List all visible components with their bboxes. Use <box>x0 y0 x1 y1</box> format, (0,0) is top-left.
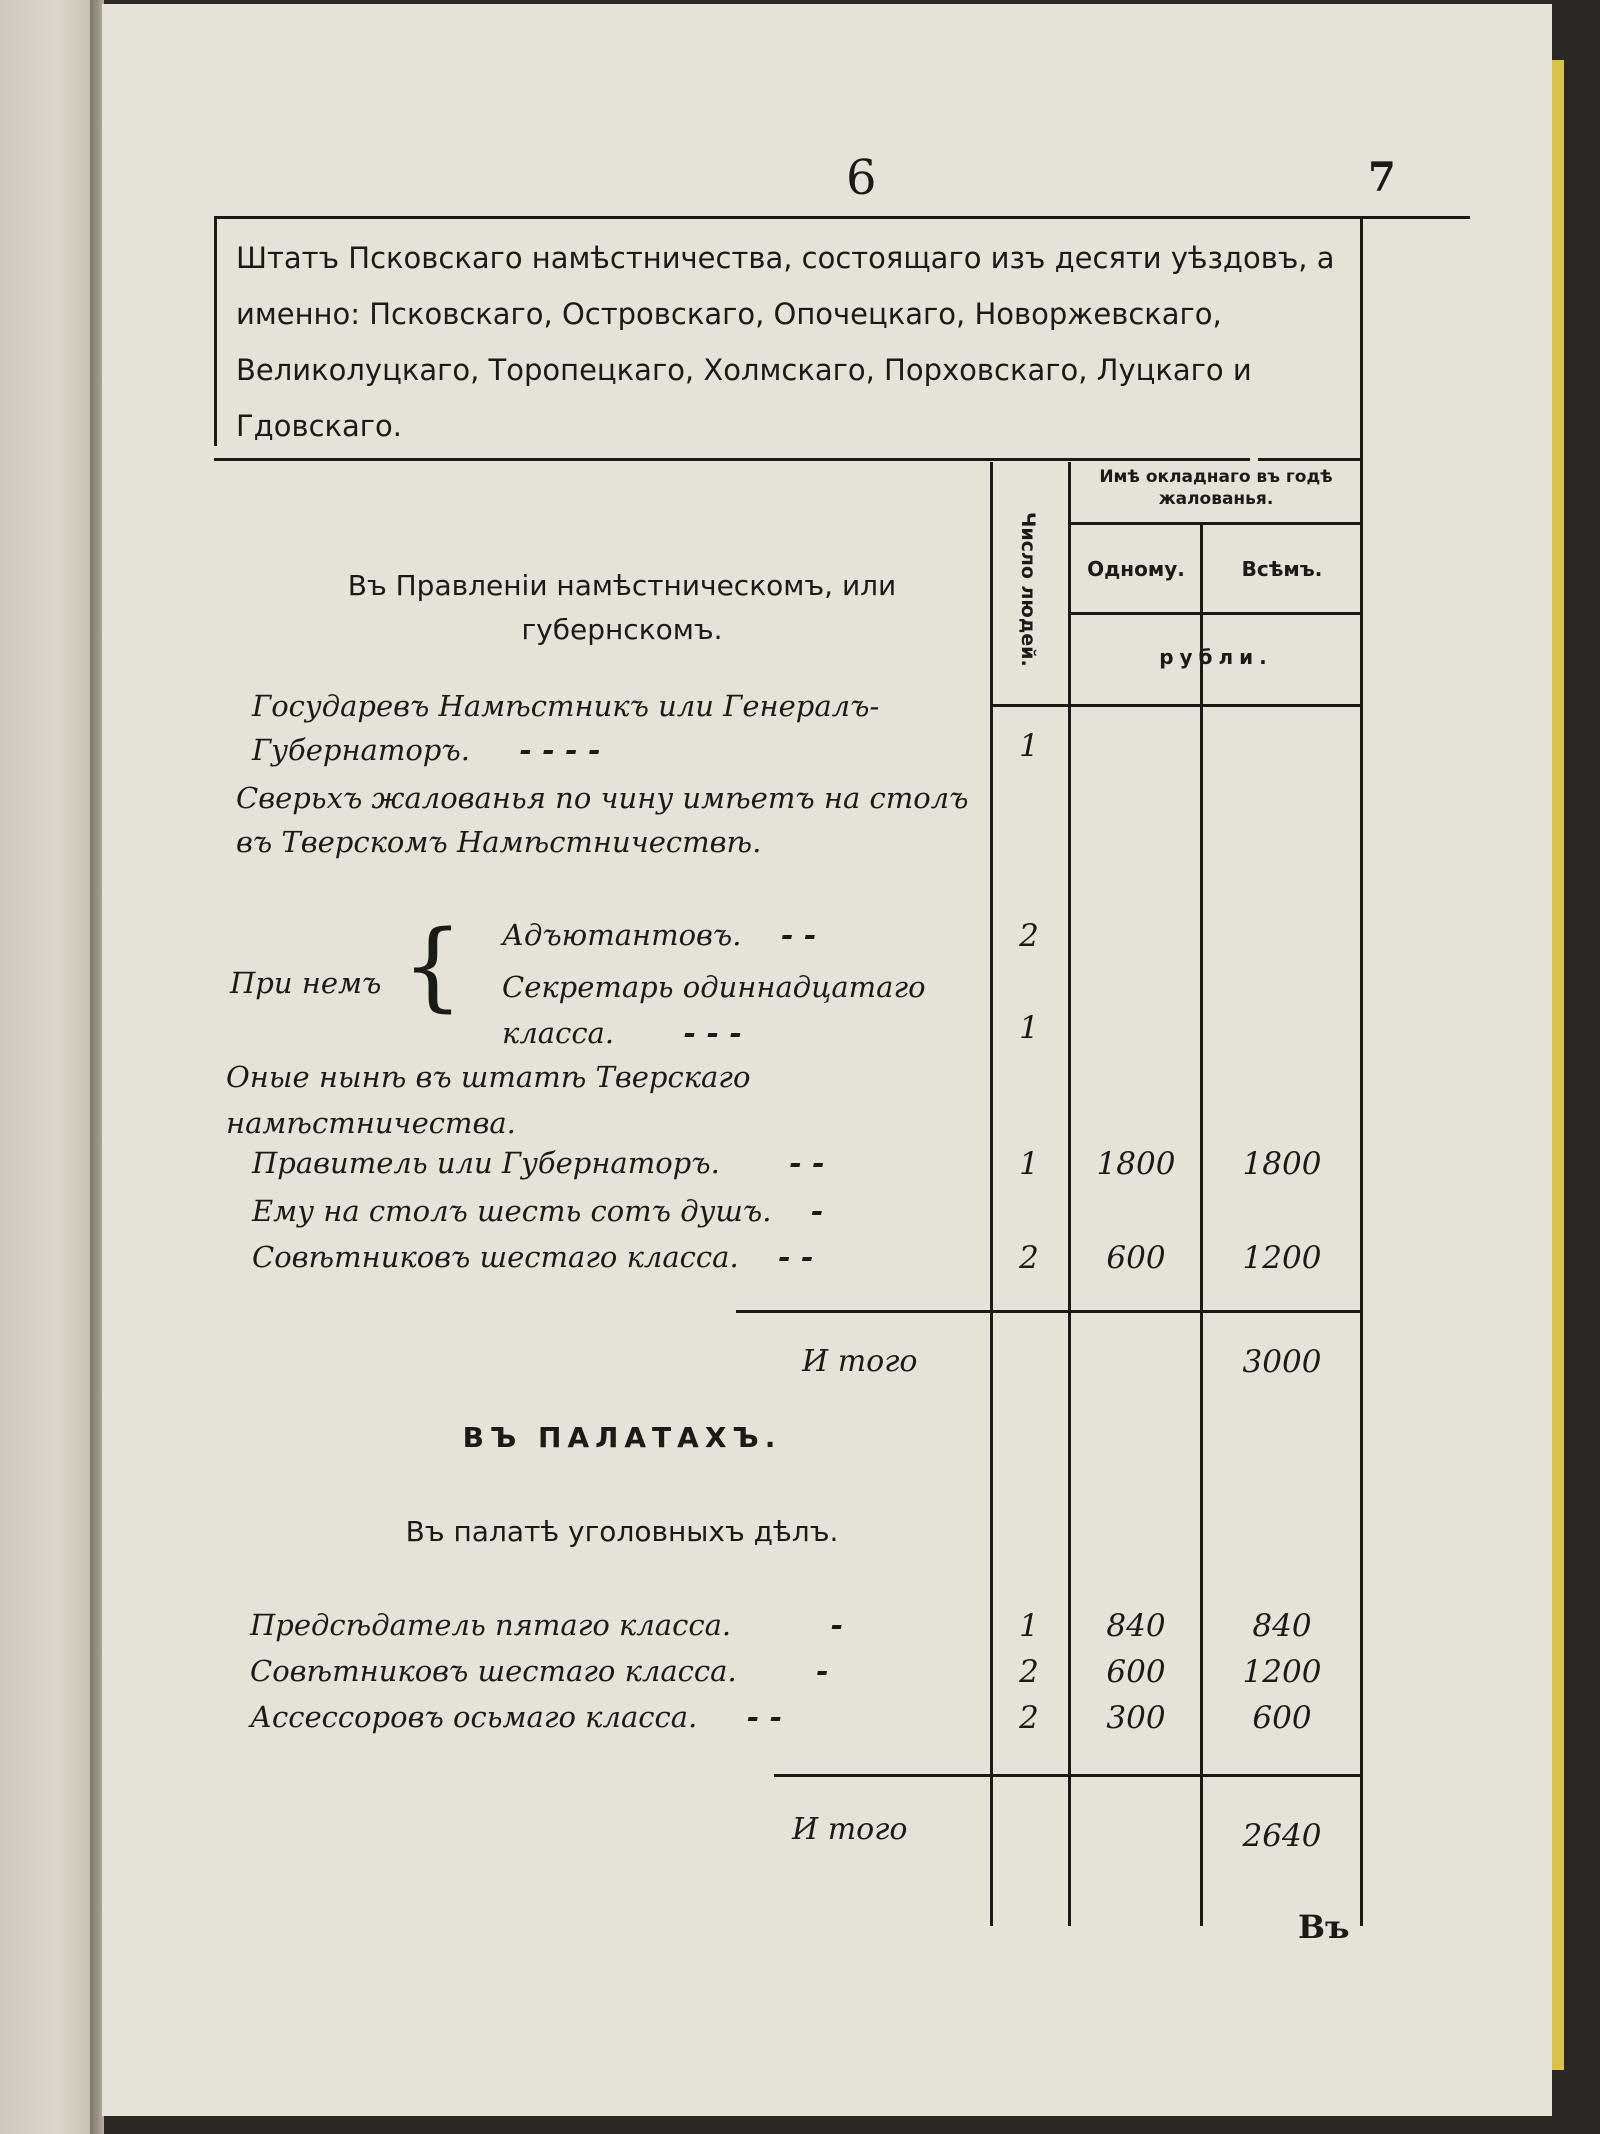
col-count-left <box>990 462 993 1926</box>
row-councillors <box>252 1240 813 1275</box>
row-assessors-all: 600 <box>1252 1700 1312 1736</box>
row-governor-all: 1800 <box>1242 1146 1322 1182</box>
row-governor-count: 1 <box>1019 1146 1039 1182</box>
row-chamber-councillors <box>250 1654 828 1689</box>
row-souls-text: Ему на столъ шесть сотъ душъ. <box>252 1194 772 1228</box>
header-salary-text: Имѣ окладнаго въ годѣ жалованья. <box>1099 467 1333 509</box>
row-chamber-councillors-one: 600 <box>1106 1654 1166 1690</box>
row-chamber-councillors-text: Совѣтниковъ шестаго класса. <box>250 1654 737 1688</box>
brace-icon: { <box>402 910 464 1022</box>
row-adjutants-dashes: - - <box>780 918 817 953</box>
page-edge <box>1550 60 1564 2070</box>
row-chairman-all: 840 <box>1252 1608 1312 1644</box>
left-page-edge <box>0 0 96 2134</box>
row-adjutants-count: 2 <box>1019 918 1039 954</box>
row-adjutants <box>502 918 816 953</box>
row-assessors-count: 2 <box>1019 1700 1039 1736</box>
catchword: Въ <box>1298 1908 1350 1946</box>
row-chamber-councillors-count: 2 <box>1019 1654 1039 1690</box>
frame-top <box>214 216 1470 219</box>
row-chairman <box>250 1608 843 1643</box>
chambers-total-value: 2640 <box>1242 1818 1322 1854</box>
header-total: Всѣмъ. <box>1241 557 1323 581</box>
row-secretary-text: Секретарь одиннадцатаго класса. <box>502 970 926 1050</box>
chambers-total-label: И того <box>792 1812 908 1847</box>
row-secretary-count: 1 <box>1019 1010 1039 1046</box>
row-chairman-dashes: - <box>830 1608 843 1643</box>
row-assessors-text: Ассессоровъ осьмаго класса. <box>250 1700 698 1734</box>
page-number: 6 <box>846 150 877 206</box>
frame-left <box>214 216 217 446</box>
row-governor <box>252 1146 824 1181</box>
row-councillors-dashes: - - <box>777 1240 814 1275</box>
header-salary <box>1074 466 1358 510</box>
row-souls <box>252 1194 823 1229</box>
governance-total-value: 3000 <box>1242 1344 1322 1380</box>
title-rule-right <box>1258 458 1363 461</box>
row-governor-text: Правитель или Губернаторъ. <box>252 1146 720 1180</box>
row-governor-general <box>252 684 982 773</box>
corner-mark: 7 <box>1368 154 1396 201</box>
under-him-label: При немъ <box>230 966 382 1000</box>
row-governor-general-count: 1 <box>1019 728 1039 764</box>
row-secretary-dashes: - - - <box>683 1016 742 1051</box>
row-chairman-text: Предсѣдатель пятаго класса. <box>250 1608 732 1642</box>
header-unit: рубли. <box>1159 645 1273 669</box>
head-rule-2 <box>1068 612 1363 615</box>
row-table-allowance: Сверьхъ жалованья по чину имѣетъ на столъ въ Тверскомъ Намѣстничествѣ. <box>236 781 969 859</box>
section-governance-title: Въ Правленіи намѣстническомъ, или губернскомъ. <box>347 569 897 646</box>
row-councillors-all: 1200 <box>1242 1240 1322 1276</box>
row-chamber-councillors-all: 1200 <box>1242 1654 1322 1690</box>
col-count-right <box>1068 462 1071 1926</box>
row-governor-one: 1800 <box>1096 1146 1176 1182</box>
head-rule-3 <box>990 704 1363 707</box>
row-governor-general-dashes: - - - - <box>519 733 601 768</box>
governance-sum-rule <box>736 1310 1363 1313</box>
header-count: Число людей. <box>1017 512 1039 667</box>
chambers-sum-rule <box>774 1774 1363 1777</box>
frame-right <box>1360 216 1363 1926</box>
row-adjutants-text: Адъютантовъ. <box>502 918 742 952</box>
section-chambers-subtitle: Въ палатѣ уголовныхъ дѣлъ. <box>405 1515 839 1548</box>
row-governor-general-text: Государевъ Намѣстникъ или Генералъ-Губернаторъ. <box>252 689 880 767</box>
row-councillors-count: 2 <box>1019 1240 1039 1276</box>
row-chairman-count: 1 <box>1019 1608 1039 1644</box>
row-assessors-one: 300 <box>1106 1700 1166 1736</box>
title-rule <box>214 458 1250 461</box>
section-chambers-title: ВЪ ПАЛАТАХЪ. <box>462 1421 782 1454</box>
governance-total-label: И того <box>802 1344 918 1379</box>
row-councillors-one: 600 <box>1106 1240 1166 1276</box>
governance-note: Оные нынѣ въ штатѣ Тверскаго намѣстничества. <box>226 1060 751 1140</box>
row-assessors-dashes: - - <box>746 1700 782 1735</box>
document-title: Штатъ Псковскаго намѣстничества, состоящаго изъ десяти уѣздовъ, а именно: Псковскаго, Островскаго, Опочецкаго, Новоржевскаго, Великолуцкаго, Торопецкаго, Холмскаго, Порховскаго, Луцкаго и Гдовскаго. <box>236 241 1335 443</box>
row-souls-dashes: - <box>810 1194 824 1229</box>
head-rule-1 <box>1068 522 1363 525</box>
header-per-one: Одному. <box>1087 557 1185 581</box>
row-assessors <box>250 1700 782 1735</box>
row-councillors-text: Совѣтниковъ шестаго класса. <box>252 1240 739 1274</box>
col-one-right <box>1200 524 1203 1926</box>
row-secretary <box>502 964 992 1057</box>
book-page <box>102 4 1552 2116</box>
row-chairman-one: 840 <box>1106 1608 1166 1644</box>
row-governor-dashes: - - <box>789 1146 825 1181</box>
row-chamber-councillors-dashes: - <box>815 1654 829 1689</box>
